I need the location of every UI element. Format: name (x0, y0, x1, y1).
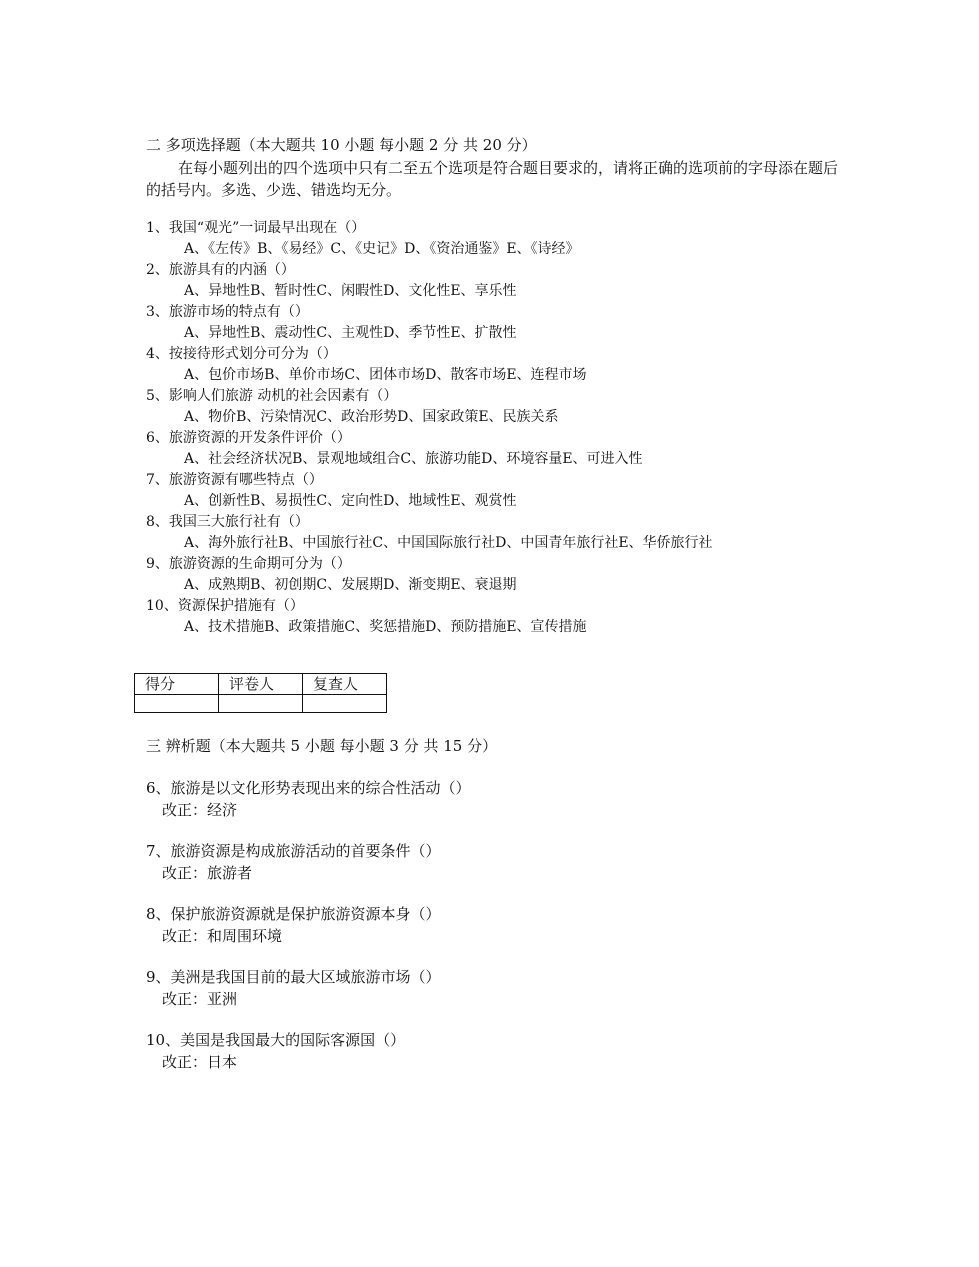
question-stem: 3、旅游市场的特点有（） (146, 304, 309, 320)
question-options: A、包价市场B、单价市场C、团体市场D、散客市场E、连程市场 (184, 367, 587, 383)
question-options: A、异地性B、震动性C、主观性D、季节性E、扩散性 (184, 325, 517, 341)
question-stem: 2、旅游具有的内涵（） (146, 262, 295, 278)
question-item (146, 596, 906, 638)
score-table-header-row (135, 674, 387, 695)
analysis-item (146, 840, 846, 903)
analysis-stem: 7、旅游资源是构成旅游活动的首要条件（） (146, 842, 441, 860)
analysis-item (146, 777, 846, 840)
question-item (146, 302, 906, 344)
score-header: 得分 (135, 674, 219, 695)
question-stem: 8、我国三大旅行社有（） (146, 514, 309, 530)
score-cell (135, 695, 219, 713)
question-item (146, 428, 906, 470)
analysis-correction: 改正：经济 (162, 801, 238, 819)
question-item (146, 260, 906, 302)
analysis-stem: 8、保护旅游资源就是保护旅游资源本身（） (146, 905, 441, 923)
analysis-correction: 改正：旅游者 (162, 864, 253, 882)
multiple-choice-list (146, 218, 906, 638)
analysis-item (146, 1029, 846, 1092)
question-options: A、海外旅行社B、中国旅行社C、中国国际旅行社D、中国青年旅行社E、华侨旅行社 (184, 535, 713, 551)
analysis-correction: 改正：亚洲 (162, 990, 238, 1008)
reviewer-header: 复查人 (303, 674, 387, 695)
question-stem: 10、资源保护措施有（） (146, 598, 304, 614)
analysis-stem: 6、旅游是以文化形势表现出来的综合性活动（） (146, 779, 471, 797)
score-table (134, 673, 387, 713)
question-options: A、物价B、污染情况C、政治形势D、国家政策E、民族关系 (184, 409, 559, 425)
analysis-item (146, 903, 846, 966)
question-stem: 1、我国“观光”一词最早出现在（） (146, 220, 366, 236)
question-item (146, 218, 906, 260)
analysis-stem: 9、美洲是我国目前的最大区域旅游市场（） (146, 968, 441, 986)
question-stem: 6、旅游资源的开发条件评价（） (146, 430, 351, 446)
question-item (146, 470, 906, 512)
section2-intro-text: 在每小题列出的四个选项中只有二至五个选项是符合题目要求的，请将正确的选项前的字母添在题后的括号内。多选、少选、错选均无分。 (146, 159, 839, 199)
analysis-correction: 改正：日本 (162, 1053, 238, 1071)
analysis-item (146, 966, 846, 1029)
reviewer-cell (303, 695, 387, 713)
question-options: A、《左传》B、《易经》C、《史记》D、《资治通鉴》E、《诗经》 (184, 241, 580, 257)
question-stem: 7、旅游资源有哪些特点（） (146, 472, 323, 488)
question-options: A、创新性B、易损性C、定向性D、地域性E、观赏性 (184, 493, 517, 509)
question-options: A、成熟期B、初创期C、发展期D、渐变期E、衰退期 (184, 577, 517, 593)
analysis-stem: 10、美国是我国最大的国际客源国（） (146, 1031, 406, 1049)
question-stem: 5、影响人们旅游 动机的社会因素有（） (146, 388, 398, 404)
question-stem: 9、旅游资源的生命期可分为（） (146, 556, 351, 572)
question-item (146, 344, 906, 386)
question-item (146, 386, 906, 428)
question-options: A、社会经济状况B、景观地域组合C、旅游功能D、环境容量E、可进入性 (184, 451, 643, 467)
analysis-correction: 改正：和周围环境 (162, 927, 283, 945)
question-item (146, 512, 906, 554)
question-stem: 4、按接待形式划分可分为（） (146, 346, 337, 362)
grader-header: 评卷人 (219, 674, 303, 695)
question-options: A、异地性B、暂时性C、闲暇性D、文化性E、享乐性 (184, 283, 517, 299)
question-item (146, 554, 906, 596)
score-table-blank-row (135, 695, 387, 713)
section3-title: 三 辨析题（本大题共 5 小题 每小题 3 分 共 15 分） (146, 737, 498, 755)
analysis-question-list (146, 777, 846, 1092)
section2-instructions (146, 157, 846, 201)
question-options: A、技术措施B、政策措施C、奖惩措施D、预防措施E、宣传措施 (184, 619, 587, 635)
section2-title: 二 多项选择题（本大题共 10 小题 每小题 2 分 共 20 分） (146, 136, 537, 154)
grader-cell (219, 695, 303, 713)
